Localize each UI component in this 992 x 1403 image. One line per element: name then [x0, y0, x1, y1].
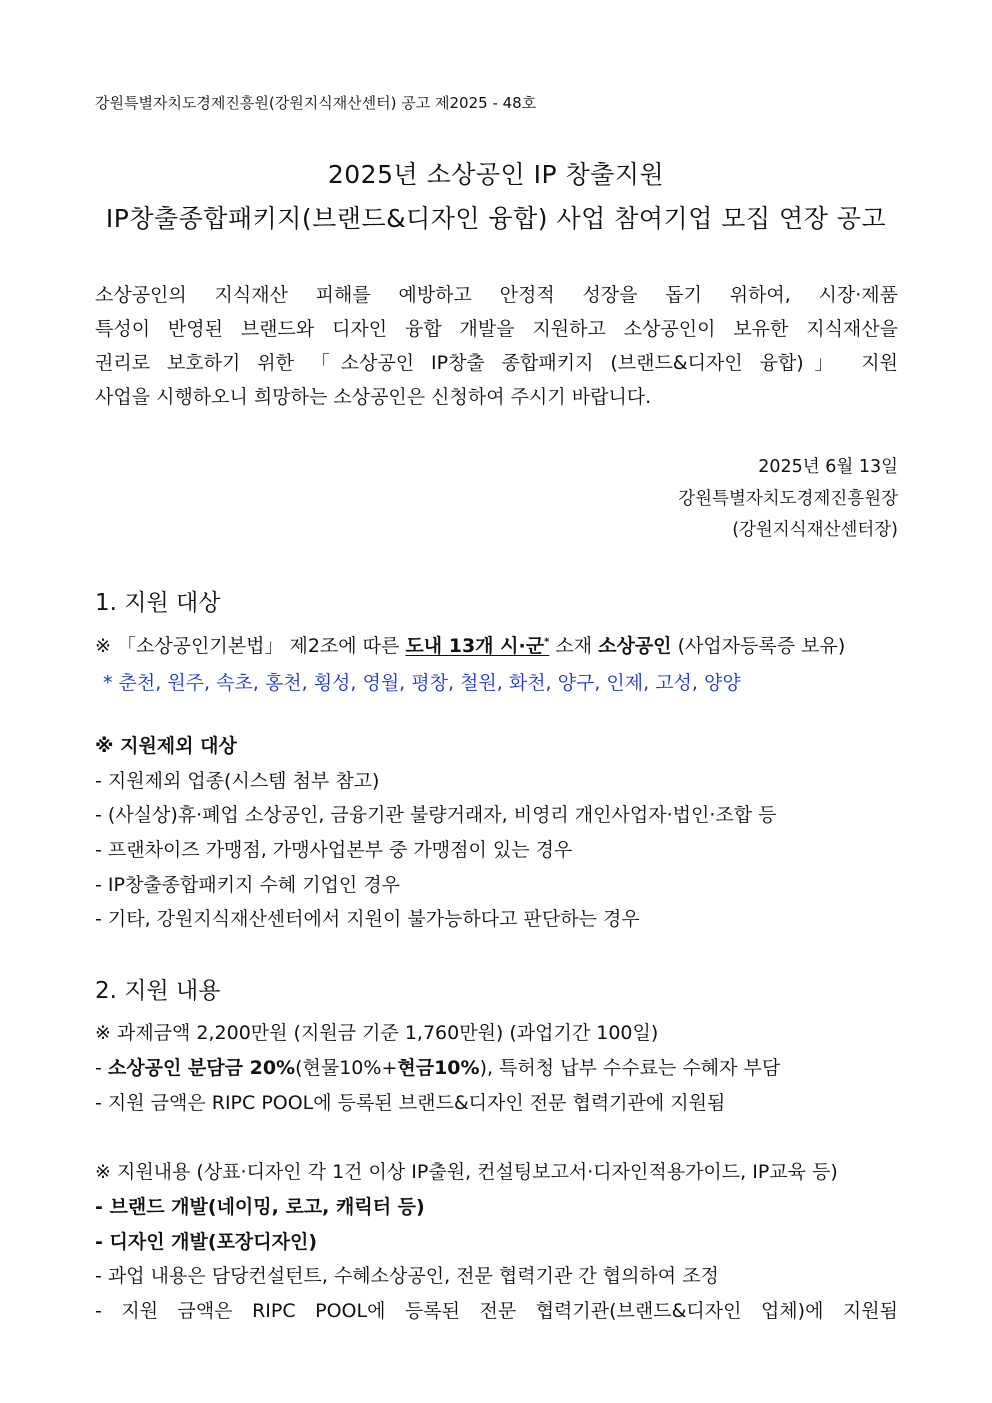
issuer-name: 강원특별자치도경제진흥원장: [678, 489, 898, 509]
exclusion-item: - (사실상)휴·폐업 소상공인, 금융기관 불량거래자, 비영리 개인사업자·법인·조합 등: [95, 804, 777, 826]
exclusion-item: - IP창출종합패키지 수혜 기업인 경우: [95, 874, 401, 896]
share-mid-2: ), 특허청 납부 수수료는 수혜자 부담: [479, 1057, 781, 1079]
adjust-line: - 과업 내용은 담당컨설턴트, 수혜소상공인, 전문 협력기관 간 협의하여 조정: [95, 1265, 719, 1287]
eligibility-region: [405, 635, 549, 657]
exclusion-item: - 프랜차이즈 가맹점, 가맹사업본부 중 가맹점이 있는 경우: [95, 839, 573, 861]
budget-line: ※ 과제금액 2,200만원 (지원금 기준 1,760만원) (과업기간 100일): [95, 1022, 659, 1044]
brand-dev-line: - 브랜드 개발(네이밍, 로고, 캐릭터 등): [95, 1196, 425, 1218]
eligible-cities: * 춘천, 원주, 속초, 홍천, 횡성, 영월, 평창, 철원, 화천, 양구, 인제, 고성, 양양: [103, 672, 741, 694]
share-dash: -: [95, 1057, 108, 1079]
eligibility-target: 소상공인: [598, 635, 672, 657]
notice-number: 강원특별자치도경제진흥원(강원지식재산센터) 공고 제2025 - 48호: [95, 94, 537, 112]
share-bold: 소상공인 분담금 20%: [107, 1057, 296, 1079]
title-line-1: 2025년 소상공인 IP 창출지원: [327, 160, 665, 189]
eligibility-target-suffix: (사업자등록증 보유): [671, 635, 846, 657]
exclusion-item: - 지원제외 업종(시스템 첨부 참고): [95, 770, 380, 792]
section-2-heading: 2. 지원 내용: [95, 978, 221, 1004]
intro-line-3: 권리로 보호하기 위한 「소상공인 IP창출 종합패키지 (브랜드&디자인 융합)」 지원: [95, 352, 898, 374]
share-mid-1: (현물10%+: [295, 1057, 398, 1079]
section-1-heading: 1. 지원 대상: [95, 590, 221, 616]
exclusion-item: - 기타, 강원지식재산센터에서 지원이 불가능하다고 판단하는 경우: [95, 908, 640, 930]
exclusion-heading: ※ 지원제외 대상: [95, 735, 237, 757]
issuer-subtitle: (강원지식재산센터장): [732, 520, 898, 540]
pool-line-1: - 지원 금액은 RIPC POOL에 등록된 브랜드&디자인 전문 협력기관에 지원됨: [95, 1092, 726, 1114]
content-line: ※ 지원내용 (상표·디자인 각 1건 이상 IP출원, 컨설팅보고서·디자인적용가이드, IP교육 등): [95, 1161, 838, 1183]
share-line: [95, 1053, 780, 1080]
design-dev-line: - 디자인 개발(포장디자인): [95, 1231, 318, 1253]
eligibility-line: [95, 631, 845, 658]
intro-line-1: 소상공인의 지식재산 피해를 예방하고 안정적 성장을 돕기 위하여, 시장·제품: [95, 284, 898, 306]
notice-date: 2025년 6월 13일: [758, 457, 898, 477]
share-bold-2: 현금10%: [397, 1057, 480, 1079]
eligibility-located: 소재: [549, 635, 599, 657]
intro-line-4: 사업을 시행하오니 희망하는 소상공인은 신청하여 주시기 바랍니다.: [95, 386, 652, 408]
eligibility-region-mark: *: [544, 636, 550, 648]
eligibility-region-text: 도내 13개 시·군: [405, 635, 545, 657]
eligibility-law: ※ 「소상공인기본법」 제2조에 따른: [95, 635, 406, 657]
intro-line-2: 특성이 반영된 브랜드와 디자인 융합 개발을 지원하고 소상공인이 보유한 지식재산을: [95, 318, 898, 340]
title-line-2: IP창출종합패키지(브랜드&디자인 융합) 사업 참여기업 모집 연장 공고: [105, 204, 887, 233]
pool-line-2: - 지원 금액은 RIPC POOL에 등록된 전문 협력기관(브랜드&디자인 업체)에 지원됨: [95, 1300, 898, 1322]
